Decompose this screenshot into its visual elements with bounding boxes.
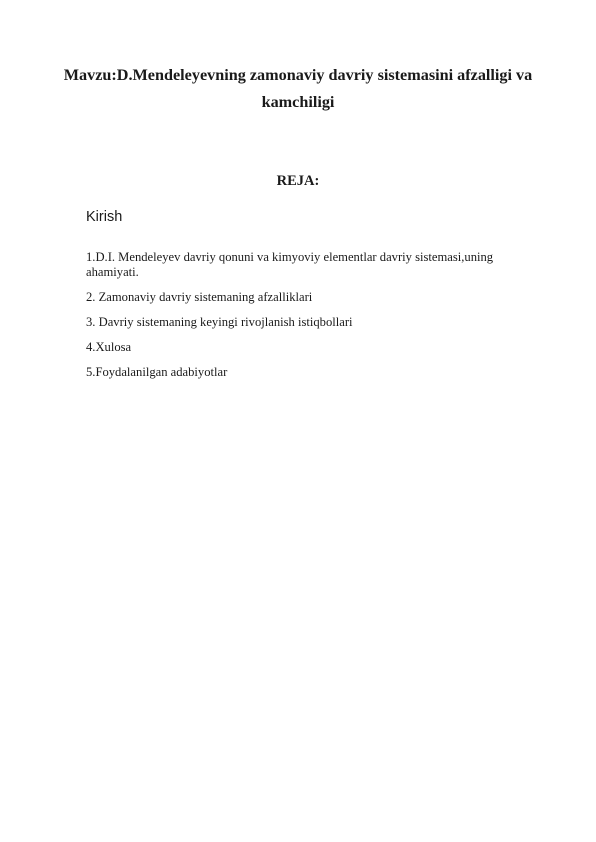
plan-list — [86, 250, 546, 380]
title-line-2: kamchiligi — [261, 93, 335, 111]
title-line-1: Mavzu:D.Mendeleyevning zamonaviy davriy sistemasini afzalligi va — [63, 66, 533, 84]
plan-item-2: 2. Zamonaviy davriy sistemaning afzalliklari — [86, 290, 313, 304]
plan-heading: REJA: — [276, 173, 320, 189]
plan-item-4: 4.Xulosa — [86, 340, 132, 354]
plan-item-5: 5.Foydalanilgan adabiyotlar — [86, 365, 228, 379]
plan-item-3: 3. Davriy sistemaning keyingi rivojlanish istiqbollari — [86, 315, 353, 329]
document-title — [60, 62, 536, 116]
plan-item-1: 1.D.I. Mendeleyev davriy qonuni va kimyoviy elementlar davriy sistemasi,uning ahamiyati. — [86, 250, 494, 279]
intro-item: Kirish — [86, 209, 123, 225]
